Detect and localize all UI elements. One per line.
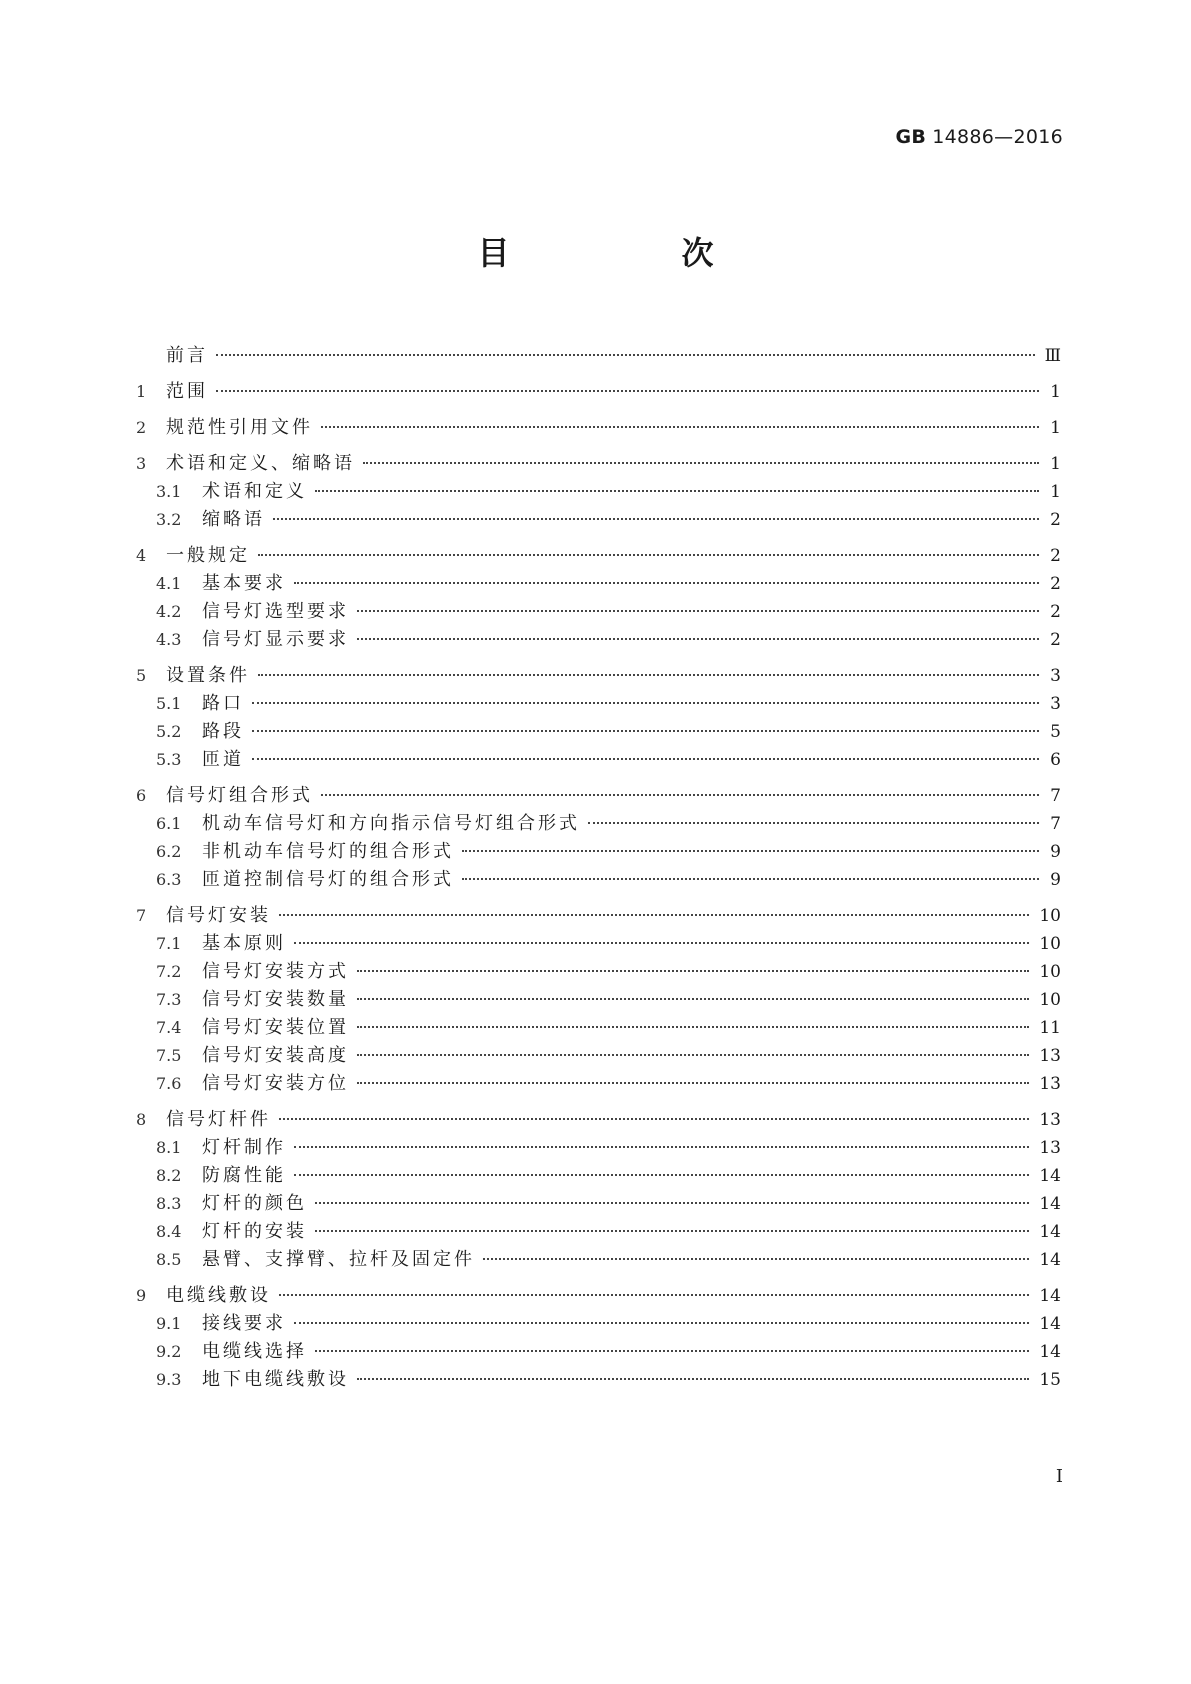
toc-entry-title: 规范性引用文件 [166,417,313,438]
dot-leader [357,969,1029,972]
toc-entry[interactable] [136,902,1061,930]
toc-entry[interactable] [136,626,1061,654]
toc-entry-page: 10 [1039,962,1061,982]
toc-entry[interactable] [136,414,1061,442]
toc-entry-number: 3.1 [156,482,182,501]
dot-leader [462,877,1039,880]
toc-entry-page: 9 [1050,842,1061,862]
toc-entry-number: 7.3 [156,990,182,1009]
toc-entry-number: 8.3 [156,1194,182,1213]
toc-entry[interactable] [136,782,1061,810]
toc-entry-page: 10 [1039,934,1061,954]
toc-entry-page: 14 [1039,1222,1061,1242]
dot-leader [252,701,1039,704]
toc-entry-number: 7 [136,906,147,925]
toc-entry-title: 设置条件 [166,665,250,686]
toc-entry[interactable] [136,378,1061,406]
dot-leader [258,673,1039,676]
toc-entry-number: 5.3 [156,750,182,769]
toc-entry-number: 7.4 [156,1018,182,1037]
toc-entry[interactable] [136,342,1061,370]
toc-entry-number: 2 [136,418,147,437]
toc-entry-page: 15 [1039,1370,1061,1390]
toc-entry-number: 7.5 [156,1046,182,1065]
toc-entry-number: 4.2 [156,602,182,621]
toc-entry[interactable] [136,1070,1061,1098]
toc-entry-number: 4.1 [156,574,182,593]
dot-leader [294,581,1039,584]
toc-entry-title: 路段 [202,721,244,742]
toc-entry-number: 7.1 [156,934,182,953]
dot-leader [357,1053,1029,1056]
toc-entry-number: 9.2 [156,1342,182,1361]
toc-entry-page: 7 [1050,814,1061,834]
toc-entry-page: 14 [1039,1250,1061,1270]
dot-leader [279,1293,1029,1296]
dot-leader [315,489,1039,492]
toc-entry-page: 10 [1039,906,1061,926]
toc-entry-page: 14 [1039,1286,1061,1306]
toc-entry-title: 前言 [166,345,208,366]
toc-entry[interactable] [136,1366,1061,1394]
toc-entry-title: 信号灯安装方位 [202,1073,349,1094]
dot-leader [588,821,1039,824]
toc-entry-page: 7 [1050,786,1061,806]
toc-entry-title: 术语和定义、缩略语 [166,453,355,474]
dot-leader [315,1201,1029,1204]
toc-entry-title: 信号灯组合形式 [166,785,313,806]
toc-entry[interactable] [136,450,1061,478]
toc-entry-page: 2 [1050,602,1061,622]
toc-entry-page: 14 [1039,1194,1061,1214]
toc-entry-title: 灯杆制作 [202,1137,286,1158]
toc-entry-number: 6.2 [156,842,182,861]
toc-entry-number: 8.5 [156,1250,182,1269]
toc-entry-page: 1 [1050,382,1061,402]
standard-number: 14886—2016 [932,126,1063,148]
toc-entry[interactable] [136,1190,1061,1218]
toc-entry-title: 范围 [166,381,208,402]
toc-entry-title: 信号灯安装高度 [202,1045,349,1066]
toc-entry[interactable] [136,930,1061,958]
toc-entry-number: 3.2 [156,510,182,529]
toc-entry-title: 灯杆的颜色 [202,1193,307,1214]
dot-leader [279,913,1029,916]
dot-leader [294,941,1029,944]
dot-leader [294,1321,1029,1324]
standard-code [896,126,1063,148]
toc-entry-number: 9.3 [156,1370,182,1389]
toc-entry[interactable] [136,478,1061,506]
toc-entry[interactable] [136,662,1061,690]
dot-leader [357,997,1029,1000]
toc-entry-page: 1 [1050,454,1061,474]
dot-leader [357,1025,1029,1028]
dot-leader [273,517,1039,520]
toc-entry-page: 6 [1050,750,1061,770]
toc-entry-title: 信号灯安装数量 [202,989,349,1010]
toc-entry-page: 11 [1039,1018,1061,1038]
page-title: 目 次 [477,234,784,272]
toc-entry-page: 3 [1050,694,1061,714]
dot-leader [357,1081,1029,1084]
toc-entry-page: 5 [1050,722,1061,742]
toc-entry-page: 3 [1050,666,1061,686]
toc-entry[interactable] [136,1218,1061,1246]
toc-entry-title: 术语和定义 [202,481,307,502]
toc-entry-page: 13 [1039,1138,1061,1158]
toc-entry-page: Ⅲ [1044,346,1061,366]
dot-leader [294,1173,1029,1176]
dot-leader [321,425,1039,428]
toc-entry-number: 3 [136,454,147,473]
dot-leader [258,553,1039,556]
toc-entry-page: 1 [1050,482,1061,502]
toc-entry[interactable] [136,866,1061,894]
toc-entry-page: 13 [1039,1074,1061,1094]
dot-leader [315,1349,1029,1352]
toc-entry-title: 基本要求 [202,573,286,594]
toc-entry[interactable] [136,746,1061,774]
page-number: I [1055,1466,1063,1487]
toc-entry-number: 9 [136,1286,147,1305]
toc-entry[interactable] [136,506,1061,534]
table-of-contents [136,334,1061,1394]
toc-entry-title: 信号灯显示要求 [202,629,349,650]
toc-entry-title: 信号灯安装位置 [202,1017,349,1038]
toc-entry-title: 防腐性能 [202,1165,286,1186]
toc-entry-page: 13 [1039,1110,1061,1130]
toc-entry-title: 信号灯杆件 [166,1109,271,1130]
toc-entry[interactable] [136,986,1061,1014]
toc-entry-page: 14 [1039,1342,1061,1362]
dot-leader [357,1377,1029,1380]
toc-entry-title: 信号灯安装方式 [202,961,349,982]
toc-entry-title: 悬臂、支撑臂、拉杆及固定件 [202,1249,475,1270]
dot-leader [216,389,1039,392]
toc-entry-title: 地下电缆线敷设 [202,1369,349,1390]
toc-entry-number: 6.3 [156,870,182,889]
toc-entry-page: 13 [1039,1046,1061,1066]
toc-entry-number: 6.1 [156,814,182,833]
toc-entry-number: 7.6 [156,1074,182,1093]
toc-entry-page: 9 [1050,870,1061,890]
toc-entry-page: 14 [1039,1166,1061,1186]
toc-entry-number: 9.1 [156,1314,182,1333]
toc-entry[interactable] [136,598,1061,626]
dot-leader [483,1257,1029,1260]
toc-entry-number: 8.4 [156,1222,182,1241]
toc-entry-number: 8 [136,1110,147,1129]
toc-entry-title: 基本原则 [202,933,286,954]
toc-entry-title: 灯杆的安装 [202,1221,307,1242]
toc-entry-page: 1 [1050,418,1061,438]
toc-entry[interactable] [136,1134,1061,1162]
toc-entry[interactable] [136,1310,1061,1338]
toc-entry-page: 10 [1039,990,1061,1010]
toc-entry-title: 路口 [202,693,244,714]
dot-leader [216,353,1035,356]
toc-entry[interactable] [136,542,1061,570]
dot-leader [321,793,1039,796]
toc-entry-title: 匝道 [202,749,244,770]
toc-entry-number: 8.2 [156,1166,182,1185]
toc-entry-number: 5.1 [156,694,182,713]
toc-entry-title: 匝道控制信号灯的组合形式 [202,869,454,890]
toc-entry-number: 8.1 [156,1138,182,1157]
toc-entry[interactable] [136,838,1061,866]
dot-leader [363,461,1039,464]
toc-entry-page: 2 [1050,546,1061,566]
toc-entry-number: 4 [136,546,147,565]
toc-entry[interactable] [136,1014,1061,1042]
toc-entry-number: 6 [136,786,147,805]
toc-entry[interactable] [136,810,1061,838]
dot-leader [294,1145,1029,1148]
toc-entry-title: 电缆线选择 [202,1341,307,1362]
toc-entry-number: 7.2 [156,962,182,981]
toc-entry[interactable] [136,1042,1061,1070]
toc-entry-title: 接线要求 [202,1313,286,1334]
toc-entry-title: 信号灯安装 [166,905,271,926]
toc-entry[interactable] [136,1162,1061,1190]
toc-entry-title: 信号灯选型要求 [202,601,349,622]
dot-leader [462,849,1039,852]
toc-entry[interactable] [136,570,1061,598]
dot-leader [315,1229,1029,1232]
toc-entry-number: 4.3 [156,630,182,649]
toc-entry-page: 2 [1050,510,1061,530]
toc-entry[interactable] [136,958,1061,986]
toc-entry-title: 非机动车信号灯的组合形式 [202,841,454,862]
toc-entry-title: 缩略语 [202,509,265,530]
toc-entry[interactable] [136,690,1061,718]
toc-entry[interactable] [136,718,1061,746]
toc-entry-number: 5.2 [156,722,182,741]
toc-entry-title: 一般规定 [166,545,250,566]
dot-leader [357,637,1039,640]
dot-leader [357,609,1039,612]
toc-entry-page: 14 [1039,1314,1061,1334]
toc-entry-page: 2 [1050,630,1061,650]
dot-leader [279,1117,1029,1120]
dot-leader [252,757,1039,760]
toc-entry[interactable] [136,1246,1061,1274]
toc-entry[interactable] [136,1106,1061,1134]
toc-entry-page: 2 [1050,574,1061,594]
toc-entry-number: 5 [136,666,147,685]
dot-leader [252,729,1039,732]
toc-entry-title: 机动车信号灯和方向指示信号灯组合形式 [202,813,580,834]
standard-prefix: GB [895,126,927,148]
toc-entry[interactable] [136,1338,1061,1366]
toc-entry[interactable] [136,1282,1061,1310]
toc-entry-number: 1 [136,382,147,401]
toc-entry-title: 电缆线敷设 [166,1285,271,1306]
